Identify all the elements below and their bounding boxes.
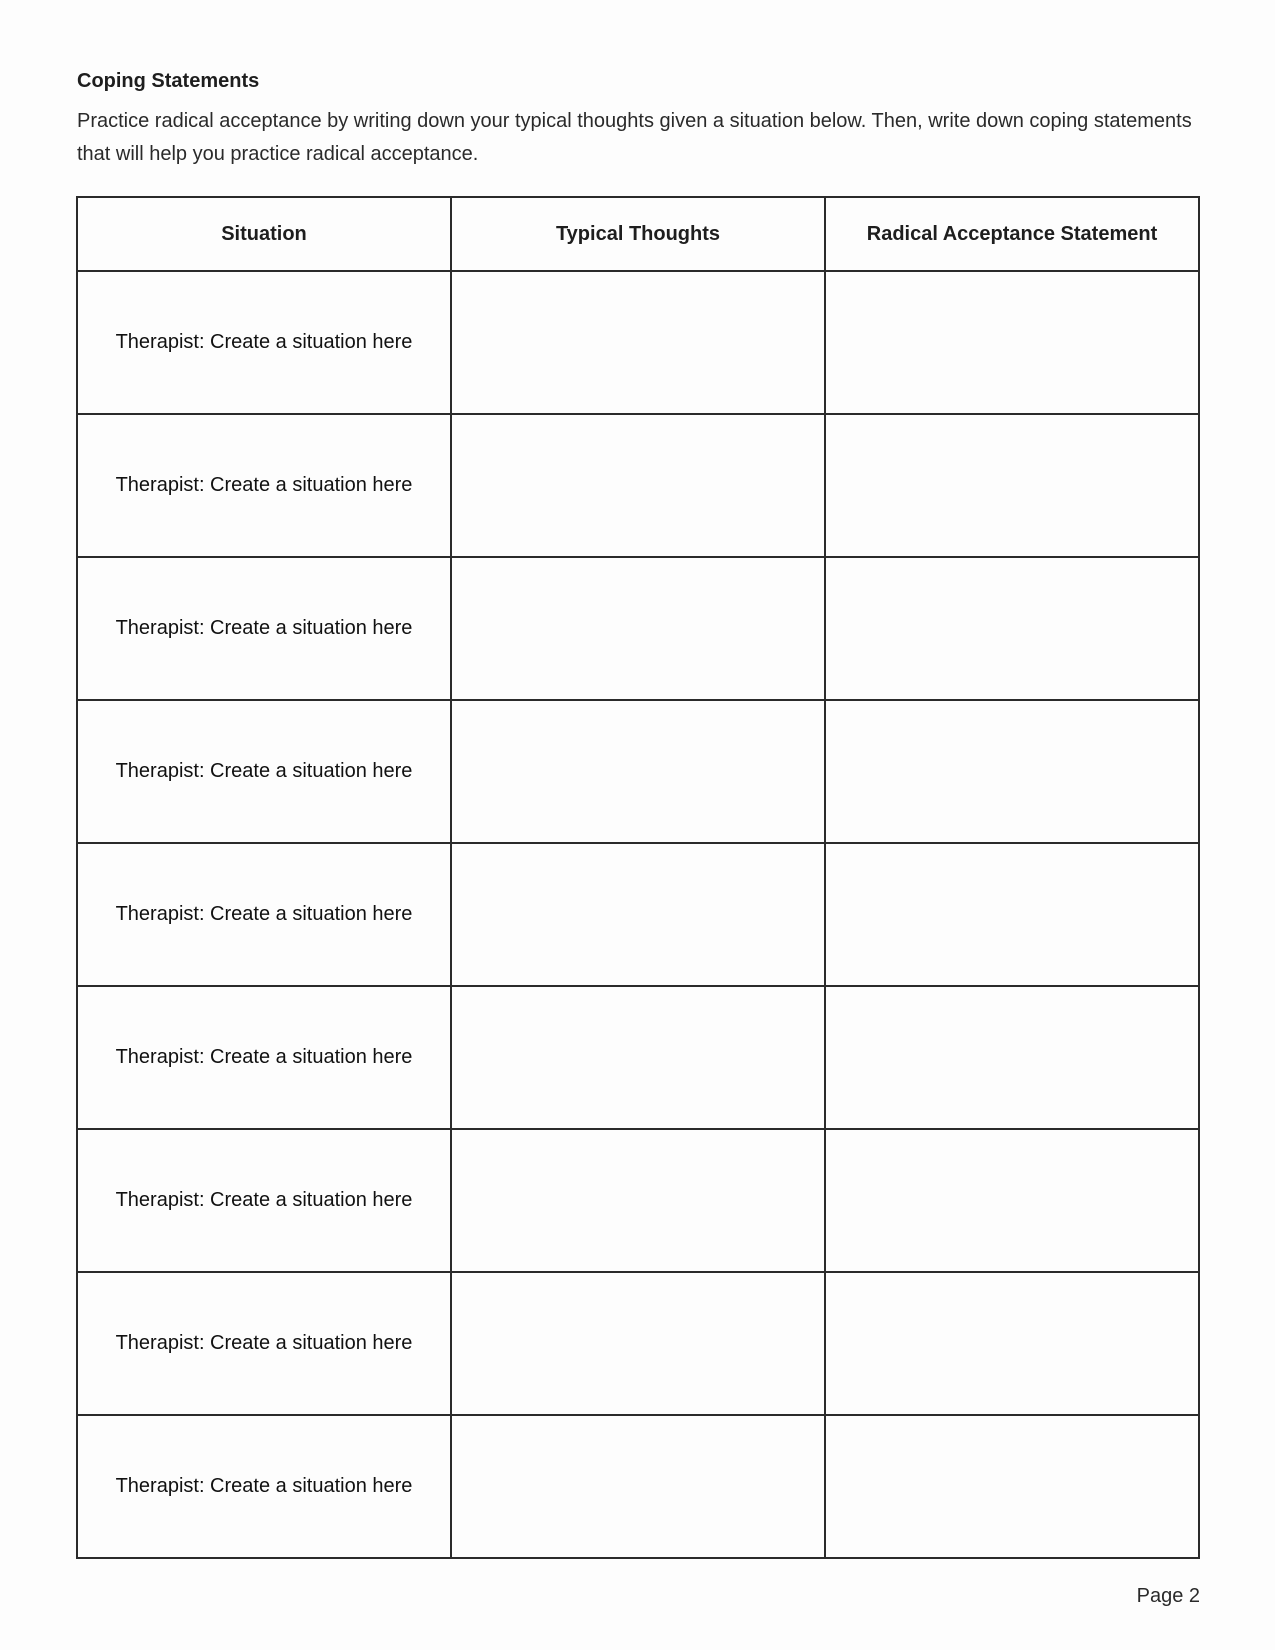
typical-thoughts-cell[interactable] bbox=[451, 1129, 825, 1272]
typical-thoughts-cell[interactable] bbox=[451, 1415, 825, 1558]
table-row bbox=[77, 557, 1199, 700]
situation-cell: Therapist: Create a situation here bbox=[77, 271, 451, 414]
typical-thoughts-cell[interactable] bbox=[451, 843, 825, 986]
acceptance-statement-cell[interactable] bbox=[825, 986, 1199, 1129]
table-row bbox=[77, 700, 1199, 843]
typical-thoughts-cell[interactable] bbox=[451, 700, 825, 843]
situation-cell: Therapist: Create a situation here bbox=[77, 986, 451, 1129]
table-row bbox=[77, 843, 1199, 986]
typical-thoughts-cell[interactable] bbox=[451, 414, 825, 557]
typical-thoughts-cell[interactable] bbox=[451, 1272, 825, 1415]
typical-thoughts-cell[interactable] bbox=[451, 557, 825, 700]
situation-cell: Therapist: Create a situation here bbox=[77, 557, 451, 700]
table-row bbox=[77, 271, 1199, 414]
situation-cell: Therapist: Create a situation here bbox=[77, 1272, 451, 1415]
acceptance-statement-cell[interactable] bbox=[825, 1272, 1199, 1415]
acceptance-statement-cell[interactable] bbox=[825, 414, 1199, 557]
header-situation: Situation bbox=[77, 197, 451, 271]
table-row bbox=[77, 1129, 1199, 1272]
acceptance-statement-cell[interactable] bbox=[825, 1129, 1199, 1272]
situation-cell: Therapist: Create a situation here bbox=[77, 1415, 451, 1558]
situation-cell: Therapist: Create a situation here bbox=[77, 414, 451, 557]
acceptance-statement-cell[interactable] bbox=[825, 271, 1199, 414]
acceptance-statement-cell[interactable] bbox=[825, 1415, 1199, 1558]
page-number: Page 2 bbox=[1136, 1585, 1200, 1607]
situation-cell: Therapist: Create a situation here bbox=[77, 700, 451, 843]
table-row bbox=[77, 986, 1199, 1129]
acceptance-statement-cell[interactable] bbox=[825, 843, 1199, 986]
acceptance-statement-cell[interactable] bbox=[825, 557, 1199, 700]
table-row bbox=[77, 1272, 1199, 1415]
table-header-row bbox=[77, 197, 1199, 271]
table-row bbox=[77, 1415, 1199, 1558]
situation-cell: Therapist: Create a situation here bbox=[77, 1129, 451, 1272]
typical-thoughts-cell[interactable] bbox=[451, 271, 825, 414]
situation-cell: Therapist: Create a situation here bbox=[77, 843, 451, 986]
header-radical-acceptance-statement: Radical Acceptance Statement bbox=[825, 197, 1199, 271]
header-typical-thoughts: Typical Thoughts bbox=[451, 197, 825, 271]
instructions-paragraph: Practice radical acceptance by writing down your typical thoughts given a situation below. Then, write down coping statements that will help you practice radical acceptance. bbox=[77, 110, 1192, 165]
page-title: Coping Statements bbox=[77, 70, 260, 92]
coping-statements-table bbox=[76, 196, 1200, 1559]
table-row bbox=[77, 414, 1199, 557]
typical-thoughts-cell[interactable] bbox=[451, 986, 825, 1129]
acceptance-statement-cell[interactable] bbox=[825, 700, 1199, 843]
